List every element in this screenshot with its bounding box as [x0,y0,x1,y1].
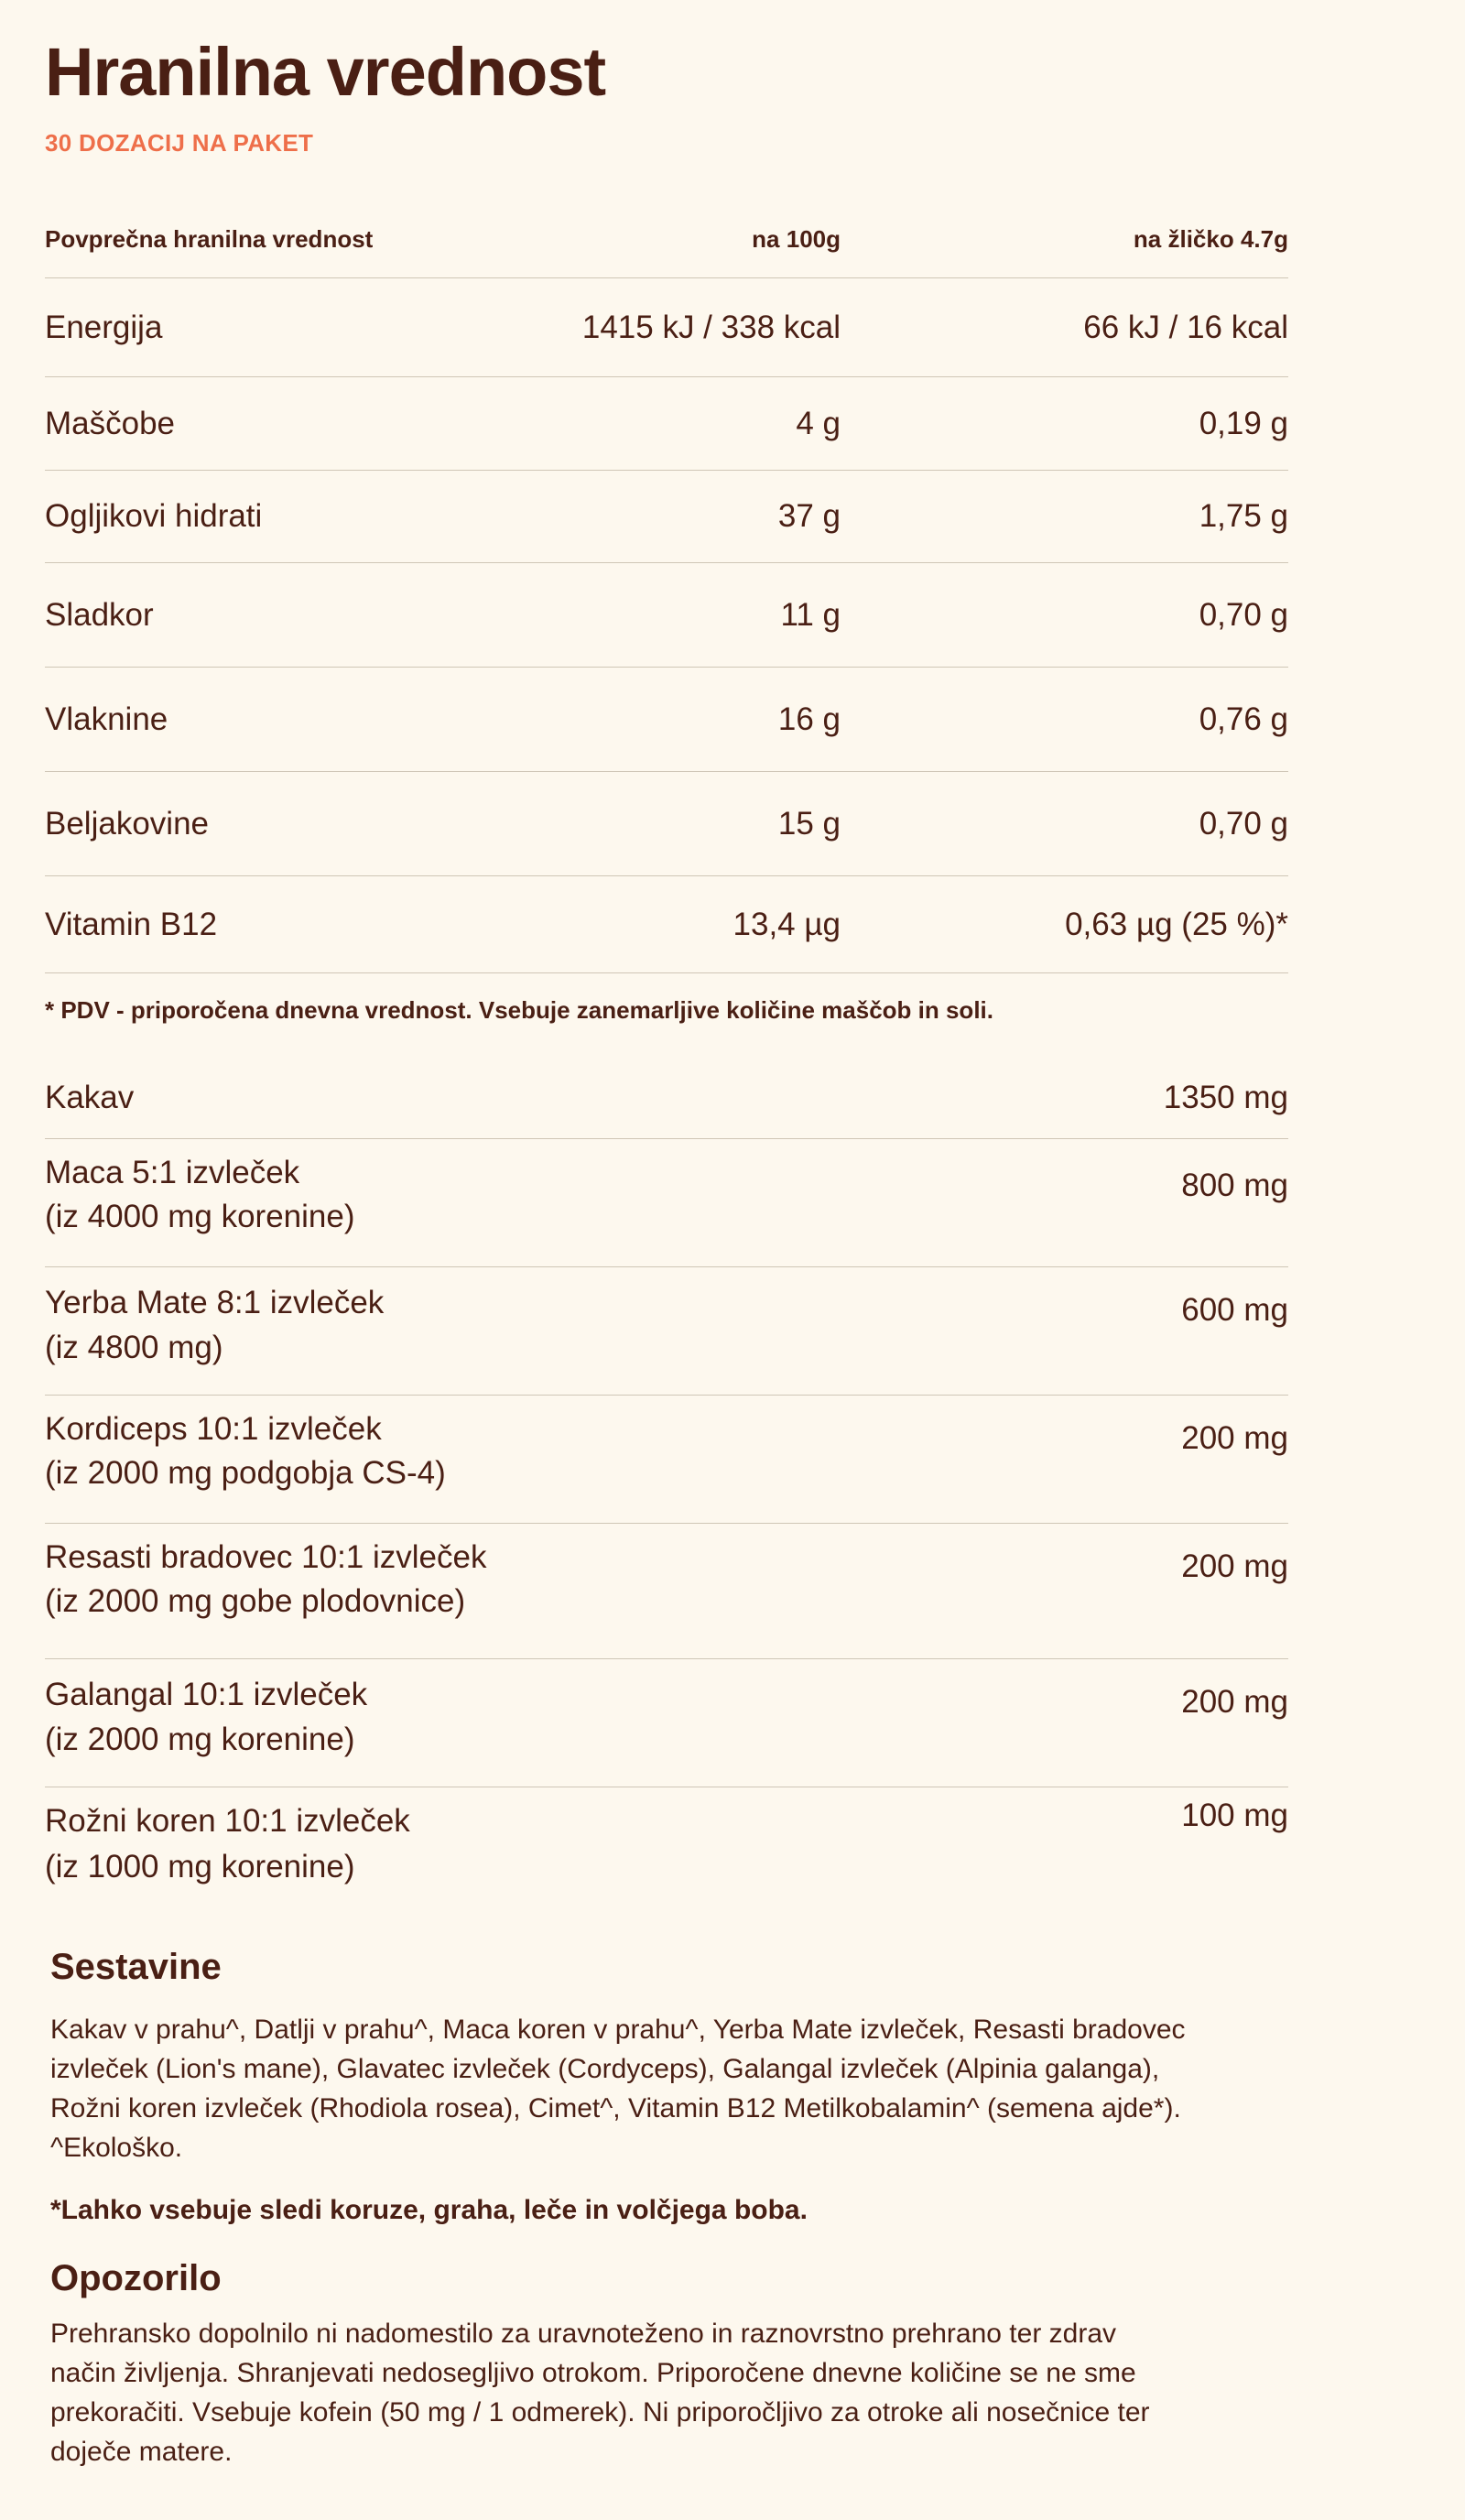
composition-line: Rožni koren izvleček (Rhodiola rosea), Cimet^, Vitamin B12 Metilkobalamin^ (semena ajde*). [50,2093,1181,2124]
warning-text [50,2314,1314,2471]
nutrient-per-serving: 0,70 g [1199,805,1288,842]
ingredient-name: Resasti bradovec 10:1 izvleček [45,1539,487,1575]
ingredient-detail: (iz 4000 mg korenine) [45,1199,355,1234]
nutrient-name: Vlaknine [45,701,168,737]
ingredient-detail: (iz 2000 mg gobe plodovnice) [45,1583,466,1619]
ingredient-amount: 200 mg [1181,1420,1288,1456]
ingredient-amount: 600 mg [1181,1292,1288,1328]
nutrient-per-serving: 1,75 g [1199,498,1288,534]
table-row [45,278,1288,377]
ingredient-name: Galangal 10:1 izvleček [45,1677,368,1712]
composition-text [50,2010,1314,2167]
active-ingredients-table [45,1062,1288,1925]
ingredient-name: Maca 5:1 izvleček [45,1155,300,1190]
nutrient-per-100g: 11 g [780,596,841,633]
nutrient-name: Vitamin B12 [45,906,218,942]
table-header-row [45,201,1288,278]
nutrient-per-100g: 13,4 µg [732,906,841,942]
ingredient-detail: (iz 2000 mg korenine) [45,1722,355,1757]
nutrient-per-serving: 0,19 g [1199,405,1288,441]
ingredient-amount: 800 mg [1181,1168,1288,1203]
ingredient-name: Yerba Mate 8:1 izvleček [45,1285,385,1320]
ingredient-detail: (iz 4800 mg) [45,1330,223,1365]
ingredient-detail: (iz 1000 mg korenine) [45,1849,355,1885]
ingredient-name: Kordiceps 10:1 izvleček [45,1411,382,1447]
page-title: Hranilna vrednost [45,34,606,110]
nutrient-per-100g: 16 g [777,701,841,737]
ingredient-name: Rožni koren 10:1 izvleček [45,1803,410,1839]
nutrient-name: Maščobe [45,405,176,441]
nutrient-per-serving: 66 kJ / 16 kcal [1083,309,1288,345]
nutrient-per-100g: 4 g [796,405,841,441]
warning-heading: Opozorilo [50,2258,222,2298]
ingredient-detail: (iz 2000 mg podgobja CS-4) [45,1455,446,1491]
nutrient-per-serving: 0,63 µg (25 %)* [1065,906,1288,942]
table-row [45,668,1288,772]
ingredient-name: Kakav [45,1080,135,1115]
nutrient-name: Ogljikovi hidrati [45,498,263,534]
nutrient-per-100g: 1415 kJ / 338 kcal [581,309,841,345]
ingredient-amount: 200 mg [1181,1684,1288,1720]
nutrient-name: Sladkor [45,596,154,633]
composition-line: Kakav v prahu^, Datlji v prahu^, Maca koren v prahu^, Yerba Mate izvleček, Resasti bradovec [50,2015,1186,2045]
column-header-per-serving: na žličko 4.7g [1133,225,1288,253]
warning-line: Prehransko dopolnilo ni nadomestilo za uravnoteženo in raznovrstno prehrano ter zdrav [50,2319,1117,2349]
table-row [45,471,1288,563]
ingredient-amount: 200 mg [1181,1548,1288,1584]
nutrient-per-100g: 15 g [777,805,841,842]
list-item [45,1267,1288,1396]
list-item [45,1139,1288,1267]
composition-heading: Sestavine [50,1947,222,1987]
servings-subtitle: 30 DOZACIJ NA PAKET [45,129,314,157]
column-header-per-100g: na 100g [752,225,841,253]
table-row [45,377,1288,471]
list-item [45,1062,1288,1139]
nutrition-table [45,201,1288,973]
nutrient-per-serving: 0,76 g [1199,701,1288,737]
warning-line: način življenja. Shranjevati nedosegljivo otrokom. Priporočene dnevne količine se ne sme [50,2358,1136,2388]
nutrient-name: Beljakovine [45,805,209,842]
nutrient-name: Energija [45,309,163,345]
table-row [45,563,1288,668]
composition-line: ^Ekološko. [50,2133,183,2163]
nutrient-per-100g: 37 g [777,498,841,534]
ingredient-amount: 1350 mg [1163,1080,1288,1115]
table-row [45,876,1288,973]
list-item [45,1396,1288,1524]
rdv-footnote: * PDV - priporočena dnevna vrednost. Vsebuje zanemarljive količine maščob in soli. [45,996,993,1024]
list-item [45,1659,1288,1787]
warning-line: prekoračiti. Vsebuje kofein (50 mg / 1 odmerek). Ni priporočljivo za otroke ali nosečnice ter [50,2397,1150,2428]
composition-line: izvleček (Lion's mane), Glavatec izvleček (Cordyceps), Galangal izvleček (Alpinia galanga), [50,2054,1160,2084]
allergen-note: *Lahko vsebuje sledi koruze, graha, leče in volčjega boba. [50,2195,808,2225]
ingredient-amount: 100 mg [1181,1798,1288,1833]
list-item [45,1787,1288,1925]
warning-line: doječe matere. [50,2437,233,2467]
table-row [45,772,1288,876]
column-header-name: Povprečna hranilna vrednost [45,225,374,253]
nutrient-per-serving: 0,70 g [1199,596,1288,633]
list-item [45,1524,1288,1659]
